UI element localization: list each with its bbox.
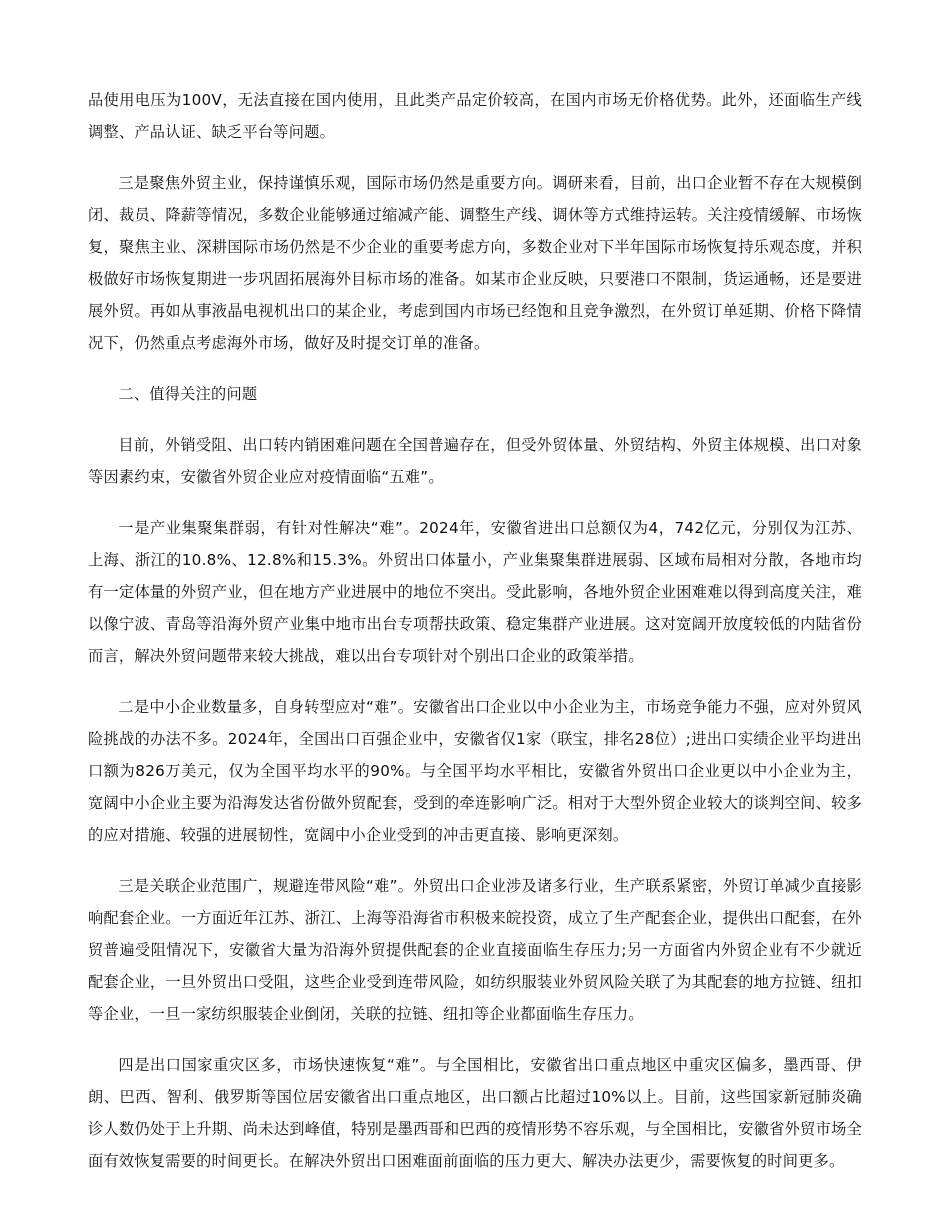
paragraph-five-difficulties: 目前，外销受阻、出口转内销困难问题在全国普遍存在，但受外贸体量、外贸结构、外贸主体规模、出口对象等因素约束，安徽省外贸企业应对疫情面临“五难”。: [88, 436, 862, 486]
paragraph-focus-foreign-trade: 三是聚焦外贸主业，保持谨慎乐观，国际市场仍然是重要方向。调研来看，目前，出口企业暂不存在大规模倒闭、裁员、降薪等情况，多数企业能够通过缩减产能、调整生产线、调休等方式维持运转。关注疫情缓解、市场恢复，聚焦主业、深耕国际市场仍然是不少企业的重要考虑方向，多数企业对下半年国际市场恢复持乐观态度，并积极做好市场恢复期进一步巩固拓展海外目标市场的准备。如某市企业反映，只要港口不限制，货运通畅，还是要进展外贸。再如从事液晶电视机出口的某企业，考虑到国内市场已经饱和且竞争激烈，在外贸订单延期、价格下降情况下，仍然重点考虑海外市场，做好及时提交订单的准备。: [88, 174, 862, 352]
document-body: [88, 84, 862, 1196]
paragraph-continuation: 品使用电压为100V，无法直接在国内使用，且此类产品定价较高，在国内市场无价格优势。此外，还面临生产线调整、产品认证、缺乏平台等问题。: [88, 91, 862, 141]
paragraph-sme: 二是中小企业数量多，自身转型应对“难”。安徽省出口企业以中小企业为主，市场竞争能力不强，应对外贸风险挑战的办法不多。2024年，全国出口百强企业中，安徽省仅1家（联宝，排名28位）;进出口实绩企业平均进出口额为826万美元，仅为全国平均水平的90%。与全国平均水平相比，安徽省外贸出口企业更以中小企业为主，宽阔中小企业主要为沿海发达省份做外贸配套，受到的牵连影响广泛。相对于大型外贸企业较大的谈判空间、较多的应对措施、较强的进展韧性，宽阔中小企业受到的冲击更直接、影响更深刻。: [88, 698, 862, 844]
section-heading-issues: 二、值得关注的问题: [118, 385, 258, 403]
paragraph-industry-cluster: 一是产业集聚集群弱，有针对性解决“难”。2024年，安徽省进出口总额仅为4，742亿元，分别仅为江苏、上海、浙江的10.8%、12.8%和15.3%。外贸出口体量小，产业集聚集群进展弱、区域布局相对分散，各地市均有一定体量的外贸产业，但在地方产业进展中的地位不突出。受此影响，各地外贸企业困难难以得到高度关注，难以像宁波、青岛等沿海外贸产业集中地市出台专项帮扶政策、稳定集群产业进展。这对宽阔开放度较低的内陆省份而言，解决外贸问题带来较大挑战，难以出台专项针对个别出口企业的政策举措。: [88, 519, 862, 665]
paragraph-export-countries: 四是出口国家重灾区多，市场快速恢复“难”。与全国相比，安徽省出口重点地区中重灾区偏多，墨西哥、伊朗、巴西、智利、俄罗斯等国位居安徽省出口重点地区，出口额占比超过10%以上。目前，这些国家新冠肺炎确诊人数仍处于上升期、尚未达到峰值，特别是墨西哥和巴西的疫情形势不容乐观，与全国相比，安徽省外贸市场全面有效恢复需要的时间更长。在解决外贸出口困难面前面临的压力更大、解决办法更少，需要恢复的时间更多。: [88, 1056, 862, 1170]
paragraph-related-enterprises: 三是关联企业范围广，规避连带风险“难”。外贸出口企业涉及诸多行业，生产联系紧密，外贸订单减少直接影响配套企业。一方面近年江苏、浙江、上海等沿海省市积极来皖投资，成立了生产配套企业，提供出口配套，在外贸普遍受阻情况下，安徽省大量为沿海外贸提供配套的企业直接面临生存压力;另一方面省内外贸企业有不少就近配套企业，一旦外贸出口受阻，这些企业受到连带风险，如纺织服装业外贸风险关联了为其配套的地方拉链、纽扣等企业，一旦一家纺织服装企业倒闭，关联的拉链、纽扣等企业都面临生存压力。: [88, 877, 862, 1023]
